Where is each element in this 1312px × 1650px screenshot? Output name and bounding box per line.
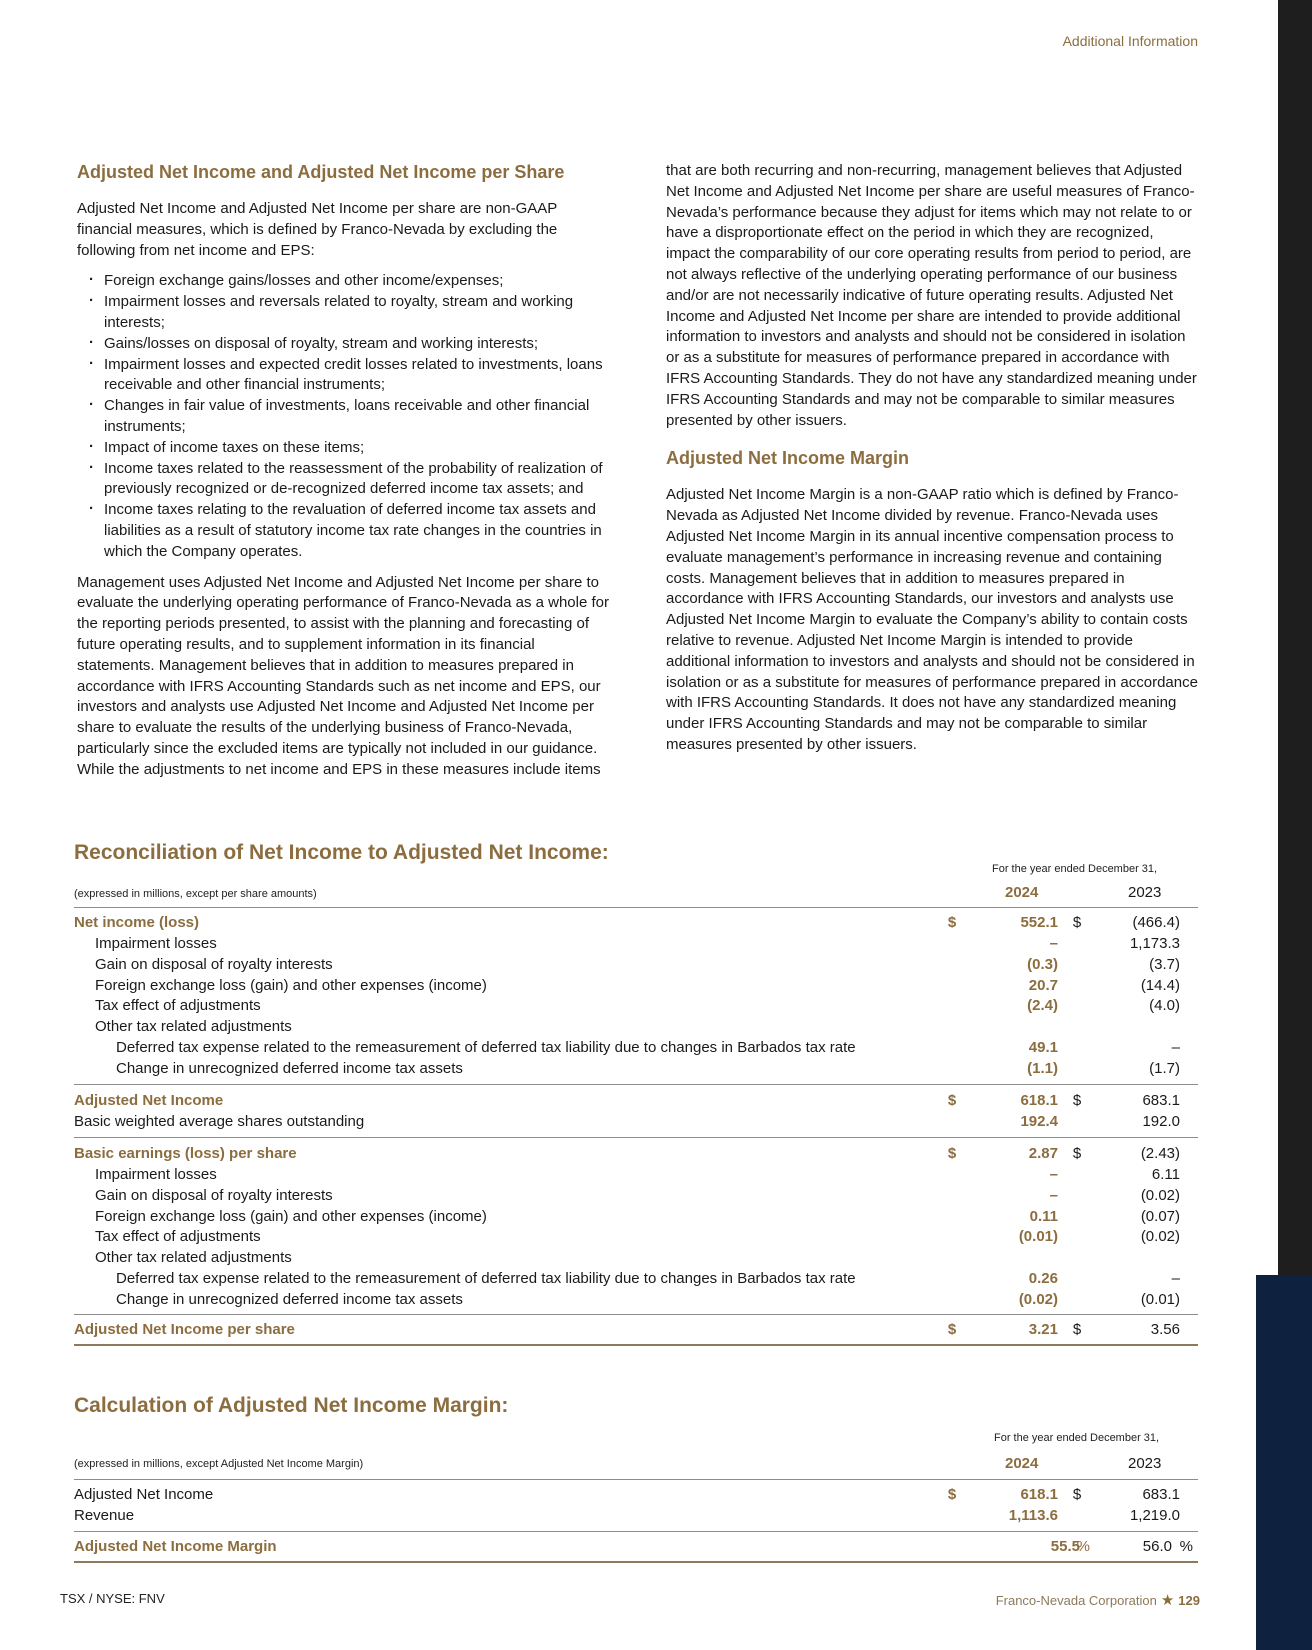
value-2023: 6.11	[1151, 1166, 1180, 1183]
divider	[74, 907, 1198, 908]
column-header-2023: 2023	[1128, 884, 1162, 901]
currency-symbol: $	[947, 1321, 957, 1338]
table-title: Calculation of Adjusted Net Income Margin:	[74, 1394, 509, 1417]
value-2023: 192.0	[1142, 1113, 1180, 1130]
table-row	[74, 1268, 1198, 1289]
row-label: Deferred tax expense related to the remeasurement of deferred tax liability due to changes in Barbados tax rate	[116, 1270, 856, 1287]
value-2024: –	[1049, 935, 1058, 952]
currency-symbol: $	[947, 1145, 957, 1162]
row-label: Net income (loss)	[74, 914, 200, 931]
table-row	[74, 1016, 1198, 1037]
divider	[74, 1314, 1198, 1315]
row-label: Foreign exchange loss (gain) and other expenses (income)	[95, 1208, 487, 1225]
list-item: · Changes in fair value of investments, loans receivable and other financial instruments;	[77, 396, 609, 438]
value-2023: 683.1	[1142, 1486, 1180, 1503]
row-label: Other tax related adjustments	[95, 1018, 292, 1035]
table-title: Reconciliation of Net Income to Adjusted Net Income:	[74, 841, 609, 864]
value-2024: 49.1	[1028, 1039, 1058, 1056]
value-2024: –	[1049, 1166, 1058, 1183]
value-2023: –	[1171, 1039, 1180, 1056]
currency-symbol: $	[1072, 1486, 1082, 1503]
right-column	[666, 161, 1200, 756]
section-heading: Adjusted Net Income Margin	[666, 448, 910, 469]
body-paragraph: Management uses Adjusted Net Income and Adjusted Net Income per share to evaluate the underlying operating performance of Franco-Nevada as a whole for the reporting periods presented, to assist with the planning and forecasting of future operating results, and to supplement information in its financial statements. Management believes that in addition to measures prepared in accordance with IFRS Accounting Standards such as net income and EPS, our investors and analysts use Adjusted Net Income and Adjusted Net Income per share to evaluate the results of the underlying business of Franco-Nevada, particularly since the excluded items are typically not included in our guidance. While the adjustments to net income and EPS in these measures include items	[77, 573, 609, 778]
list-item: · Income taxes related to the reassessment of the probability of realization of previously recognized or de-recognized deferred income tax assets; and	[77, 459, 609, 501]
exclusion-list	[77, 271, 609, 562]
row-label: Gain on disposal of royalty interests	[95, 1187, 333, 1204]
row-label: Change in unrecognized deferred income tax assets	[116, 1060, 463, 1077]
table-row	[74, 1058, 1198, 1079]
table-row	[74, 1289, 1198, 1310]
value-2024: 55.5	[1050, 1538, 1080, 1555]
currency-symbol: $	[1072, 1321, 1082, 1338]
body-paragraph: Adjusted Net Income Margin is a non-GAAP ratio which is defined by Franco-Nevada as Adjusted Net Income divided by revenue. Franco-Nevada uses Adjusted Net Income Margin in its annual incentive compensation process to evaluate management’s performance in increasing revenue and containing costs. Management believes that in addition to measures prepared in accordance with IFRS Accounting Standards, our investors and analysts use Adjusted Net Income Margin to evaluate the Company’s ability to contain costs relative to revenue. Adjusted Net Income Margin is intended to provide additional information to investors and analysts and should not be considered in isolation or as a substitute for measures of performance prepared in accordance with IFRS Accounting Standards. It does not have any standardized meaning under IFRS Accounting Standards and may not be comparable to similar measures presented by other issuers.	[666, 486, 1198, 753]
table-row	[74, 995, 1198, 1016]
value-2024: –	[1049, 1187, 1058, 1204]
value-2023: (0.02)	[1140, 1187, 1180, 1204]
row-label: Gain on disposal of royalty interests	[95, 956, 333, 973]
period-header: For the year ended December 31,	[994, 1432, 1160, 1444]
value-2023: (3.7)	[1149, 956, 1180, 973]
row-label: Adjusted Net Income Margin	[74, 1538, 277, 1555]
row-label: Impairment losses	[95, 935, 217, 952]
list-item: · Impairment losses and reversals related to royalty, stream and working interests;	[77, 292, 609, 334]
row-label: Tax effect of adjustments	[95, 1228, 261, 1245]
divider	[74, 1531, 1198, 1532]
divider	[74, 1344, 1198, 1346]
value-2024: 0.11	[1029, 1208, 1058, 1225]
table-row	[74, 954, 1198, 975]
value-2024: 3.21	[1028, 1321, 1058, 1338]
row-label: Tax effect of adjustments	[95, 997, 261, 1014]
table-row	[74, 1111, 1198, 1132]
row-label: Adjusted Net Income	[74, 1092, 224, 1109]
divider	[74, 1084, 1198, 1085]
company-name: Franco-Nevada Corporation	[995, 1593, 1157, 1608]
row-label: Adjusted Net Income	[74, 1486, 214, 1503]
table-row	[74, 1319, 1198, 1340]
row-label: Impairment losses	[95, 1166, 217, 1183]
value-2024: (0.01)	[1018, 1228, 1058, 1245]
value-2023: 683.1	[1142, 1092, 1180, 1109]
row-label: Basic earnings (loss) per share	[74, 1145, 297, 1162]
value-2024: (1.1)	[1027, 1060, 1058, 1077]
period-header: For the year ended December 31,	[992, 863, 1158, 875]
section-tag: Additional Information	[1062, 33, 1198, 49]
row-label: Deferred tax expense related to the remeasurement of deferred tax liability due to changes in Barbados tax rate	[116, 1039, 856, 1056]
table-row	[74, 1206, 1198, 1227]
table-row	[74, 975, 1198, 996]
page-edge-tab	[1256, 1275, 1312, 1650]
body-paragraph: that are both recurring and non-recurring, management believes that Adjusted Net Income and Adjusted Net Income per share are useful measures of Franco-Nevada’s performance because they adjust for items which may not relate to or have a disproportionate effect on the period in which they are recognized, impact the comparability of our core operating results from period to period, are not always reflective of the underlying operating performance of our business and/or are not necessarily indicative of future operating results. Adjusted Net Income and Adjusted Net Income per share are intended to provide additional information to investors and analysts and should not be considered in isolation or as a substitute for measures of performance prepared in accordance with IFRS Accounting Standards. They do not have any standardized meaning under IFRS Accounting Standards and may not be comparable to similar measures presented by other issuers.	[666, 162, 1197, 429]
list-item: · Income taxes relating to the revaluation of deferred income tax assets and liabilities as a result of statutory income tax rate changes in the countries in which the Company operates.	[77, 500, 609, 562]
currency-symbol: $	[947, 1092, 957, 1109]
value-2023: (0.02)	[1140, 1228, 1180, 1245]
list-item: · Impairment losses and expected credit losses related to investments, loans receivable and other financial instruments;	[77, 355, 609, 397]
value-2024: 618.1	[1020, 1092, 1058, 1109]
table-row	[74, 1247, 1198, 1268]
value-2024: (0.3)	[1027, 956, 1058, 973]
row-label: Revenue	[74, 1507, 135, 1524]
page-footer	[940, 1591, 1200, 1609]
table-row	[74, 933, 1198, 954]
row-label: Basic weighted average shares outstanding	[74, 1113, 365, 1130]
table-row	[74, 1037, 1198, 1058]
list-item: · Impact of income taxes on these items;	[77, 438, 609, 459]
value-2024: 20.7	[1028, 977, 1058, 994]
divider	[74, 1479, 1198, 1480]
table-row	[74, 1484, 1198, 1505]
units-note: (expressed in millions, except per share amounts)	[74, 888, 317, 900]
value-2023: (1.7)	[1149, 1060, 1180, 1077]
currency-symbol: $	[947, 914, 957, 931]
value-2023: (0.01)	[1140, 1291, 1180, 1308]
list-item: · Gains/losses on disposal of royalty, stream and working interests;	[77, 334, 609, 355]
value-2024: 1,113.6	[1008, 1507, 1058, 1524]
value-2023: (466.4)	[1132, 914, 1180, 931]
value-2024: 192.4	[1020, 1113, 1058, 1130]
star-icon: ★	[1160, 1592, 1175, 1609]
table-row	[74, 1536, 1198, 1557]
table-row	[74, 1185, 1198, 1206]
currency-symbol: $	[947, 1486, 957, 1503]
column-header-2023: 2023	[1128, 1455, 1162, 1472]
value-2023: –	[1171, 1270, 1180, 1287]
divider	[74, 1561, 1198, 1563]
value-2023: 56.0	[1142, 1538, 1172, 1555]
page-number: 129	[1178, 1593, 1200, 1608]
value-2024: (2.4)	[1027, 997, 1058, 1014]
currency-symbol: $	[1072, 1092, 1082, 1109]
value-2023: 1,219.0	[1129, 1507, 1180, 1524]
table-row	[74, 1505, 1198, 1526]
value-2023: (2.43)	[1140, 1145, 1180, 1162]
divider	[74, 1137, 1198, 1138]
currency-symbol: $	[1072, 914, 1082, 931]
left-column	[77, 161, 609, 781]
section-heading: Adjusted Net Income and Adjusted Net Income per Share	[77, 162, 565, 182]
column-header-2024: 2024	[1005, 884, 1039, 901]
table-row	[74, 1164, 1198, 1185]
percent-sign: %	[1179, 1538, 1193, 1555]
value-2023: 3.56	[1150, 1321, 1180, 1338]
list-item: · Foreign exchange gains/losses and other income/expenses;	[77, 271, 609, 292]
value-2024: 2.87	[1028, 1145, 1058, 1162]
value-2024: 618.1	[1020, 1486, 1058, 1503]
value-2023: (0.07)	[1140, 1208, 1180, 1225]
row-label: Change in unrecognized deferred income tax assets	[116, 1291, 463, 1308]
row-label: Adjusted Net Income per share	[74, 1321, 295, 1338]
value-2024: 552.1	[1020, 914, 1058, 931]
value-2023: 1,173.3	[1129, 935, 1180, 952]
column-header-2024: 2024	[1005, 1455, 1039, 1472]
currency-symbol: $	[1072, 1145, 1082, 1162]
units-note: (expressed in millions, except Adjusted Net Income Margin)	[74, 1458, 364, 1470]
value-2024: 0.26	[1028, 1270, 1058, 1287]
percent-sign: %	[1076, 1538, 1090, 1555]
value-2024: (0.02)	[1018, 1291, 1058, 1308]
row-label: Other tax related adjustments	[95, 1249, 292, 1266]
row-label: Foreign exchange loss (gain) and other expenses (income)	[95, 977, 487, 994]
table-row	[74, 912, 1198, 933]
table-row	[74, 1226, 1198, 1247]
table-row	[74, 1143, 1198, 1164]
value-2023: (4.0)	[1149, 997, 1180, 1014]
ticker-label: TSX / NYSE: FNV	[60, 1591, 165, 1606]
value-2023: (14.4)	[1140, 977, 1180, 994]
intro-paragraph: Adjusted Net Income and Adjusted Net Income per share are non-GAAP financial measures, which is defined by Franco-Nevada by excluding the following from net income and EPS:	[77, 200, 558, 259]
table-row	[74, 1090, 1198, 1111]
